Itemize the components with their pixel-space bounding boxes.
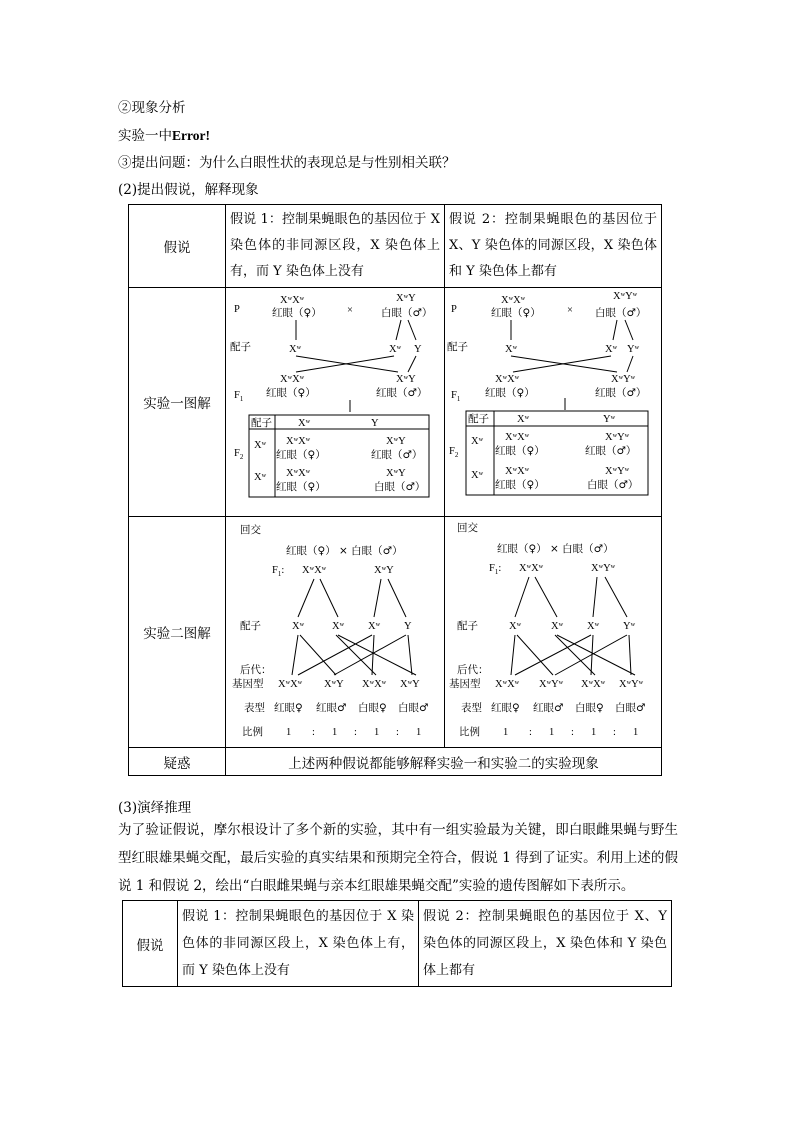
- f1-male-phenotype: 红眼（♂）: [595, 387, 647, 399]
- row-label-exp1: 实验一图解: [129, 288, 226, 517]
- cell-21-pheno: 红眼（♀）: [276, 481, 326, 493]
- p-male-phenotype: 白眼（♂）: [595, 307, 647, 319]
- punnett-row1: Xʷ: [471, 436, 484, 447]
- gamete-male-x: Xʷ: [389, 344, 402, 355]
- punnett-col1: Xʷ: [517, 414, 530, 425]
- doubt-cell: 上述两种假说都能够解释实验一和实验二的实验现象: [226, 748, 662, 776]
- cell-21: XʷXʷ: [286, 468, 311, 479]
- error-text: Error!: [172, 128, 210, 143]
- gamete-1: Xʷ: [292, 621, 305, 632]
- row-label-exp2: 实验二图解: [129, 517, 226, 748]
- ratio-4: 1: [633, 727, 639, 738]
- gamete-3: Xʷ: [587, 621, 600, 632]
- cross-symbol: ×: [567, 305, 573, 316]
- label-offspring: 后代：: [240, 664, 272, 676]
- hypothesis-heading: (2)提出假说，解释现象: [118, 182, 259, 198]
- experiment-one-prefix: 实验一中: [118, 128, 172, 144]
- exp1-diagram-h2: [445, 288, 662, 517]
- punnett-col1: Xʷ: [298, 418, 311, 429]
- p-male-phenotype: 白眼（♂）: [381, 307, 433, 319]
- f1-female-genotype: XʷXʷ: [495, 374, 520, 385]
- ratio-4: 1: [416, 727, 422, 738]
- genotype-3: XʷXʷ: [581, 679, 606, 690]
- label-F1: $F_1$: [451, 390, 461, 403]
- t2-hypothesis-1: 假说 1：控制果蝇眼色的基因位于 X 染色体的非同源区段上，X 染色体上有，而 Y 染色体上没有: [178, 901, 419, 987]
- gamete-3: Xʷ: [368, 621, 381, 632]
- p-female-genotype: XʷXʷ: [280, 295, 305, 306]
- ratio-1: 1: [286, 727, 292, 738]
- cell-22-pheno: 白眼（♂）: [374, 481, 426, 493]
- hypothesis-2-cell: 假说 2：控制果蝇眼色的基因位于 X、Y 染色体的同源区段，X 染色体和 Y 染色体上都有: [445, 205, 662, 288]
- cell-22: XʷY: [386, 468, 406, 479]
- gamete-female: Xʷ: [505, 344, 518, 355]
- cell-12-pheno: 红眼（♂）: [371, 449, 423, 461]
- cell-11: XʷXʷ: [505, 432, 530, 443]
- svg-text::: :: [396, 727, 399, 738]
- punnett-col2: Yʷ: [603, 414, 616, 425]
- pheno-3: 白眼♀: [358, 702, 387, 714]
- f1-male-genotype: XʷY: [396, 374, 416, 385]
- label-gamete: 配子: [457, 620, 478, 632]
- hypothesis-table-2: [122, 900, 672, 987]
- t2-label: 假说: [123, 901, 178, 987]
- svg-text::: :: [571, 727, 574, 738]
- ratio-3: 1: [374, 727, 380, 738]
- gamete-male-y: Y: [414, 344, 422, 355]
- cell-22-pheno: 白眼（♂）: [587, 479, 639, 491]
- f1-female-phenotype: 红眼（♀）: [266, 387, 316, 399]
- p-female-phenotype: 红眼（♀）: [272, 307, 322, 319]
- p-male-genotype: XʷY: [396, 293, 416, 304]
- gamete-2: Xʷ: [332, 621, 345, 632]
- cell-11-pheno: 红眼（♀）: [495, 445, 545, 457]
- genotype-1: XʷXʷ: [278, 679, 303, 690]
- cell-12: XʷYʷ: [605, 432, 630, 443]
- pheno-4: 白眼♂: [615, 702, 646, 714]
- cell-12-pheno: 红眼（♂）: [585, 445, 637, 457]
- label-ratio: 比例: [459, 726, 480, 738]
- pheno-2: 红眼♂: [316, 702, 347, 714]
- label-gamete: 配子: [240, 620, 261, 632]
- label-F2: $F_2$: [234, 448, 244, 461]
- pheno-4: 白眼♂: [398, 702, 429, 714]
- gamete-male-y: Yʷ: [627, 344, 640, 355]
- cell-21-pheno: 红眼（♀）: [495, 479, 545, 491]
- gamete-2: Xʷ: [551, 621, 564, 632]
- punnett-head: 配子: [251, 417, 272, 429]
- pheno-2: 红眼♂: [533, 702, 564, 714]
- f1-male-genotype: XʷYʷ: [611, 374, 636, 385]
- gamete-1: Xʷ: [509, 621, 522, 632]
- cross-symbol: ×: [347, 305, 353, 316]
- label-F1: $F_1$:: [489, 563, 502, 576]
- f1-female: XʷXʷ: [519, 563, 544, 574]
- label-ratio: 比例: [242, 726, 263, 738]
- pheno-3: 白眼♀: [575, 702, 604, 714]
- label-P: P: [234, 304, 240, 315]
- cross-line-3: [408, 356, 416, 372]
- p-female-phenotype: 红眼（♀）: [491, 307, 541, 319]
- svg-text::: :: [529, 727, 532, 738]
- p-female-genotype: XʷXʷ: [501, 295, 526, 306]
- row-label-doubt: 疑惑: [129, 748, 226, 776]
- pheno-1: 红眼♀: [491, 702, 520, 714]
- hypothesis-table: [128, 204, 662, 776]
- gamete-4: Y: [404, 621, 412, 632]
- exp1-svg-left: [226, 288, 444, 512]
- genotype-4: XʷY: [400, 679, 420, 690]
- f1-male-phenotype: 红眼（♂）: [376, 387, 428, 399]
- row-label-hypothesis: 假说: [129, 205, 226, 288]
- punnett-col2: Y: [371, 418, 379, 429]
- heading-phenomenon-analysis: ②现象分析: [118, 100, 186, 116]
- label-phenotype: 表型: [461, 702, 482, 714]
- section3-heading: (3)演绎推理: [118, 800, 192, 816]
- genotype-1: XʷXʷ: [495, 679, 520, 690]
- svg-text::: :: [613, 727, 616, 738]
- parents-phenotypes: 红眼（♀） × 白眼（♂）: [286, 545, 403, 557]
- ratio-2: 1: [332, 727, 338, 738]
- f1-female-phenotype: 红眼（♀）: [485, 387, 535, 399]
- exp2-svg-left: [226, 517, 444, 743]
- label-phenotype: 表型: [244, 702, 265, 714]
- punnett-row2: Xʷ: [254, 472, 267, 483]
- pheno-1: 红眼♀: [274, 702, 303, 714]
- genotype-2: XʷYʷ: [539, 679, 564, 690]
- gamete-male-x: Xʷ: [605, 344, 618, 355]
- t2-hypothesis-2: 假说 2：控制果蝇眼色的基因位于 X、Y 染色体的同源区段上，X 染色体和 Y 染色体上都有: [419, 901, 672, 987]
- gamete-4: Yʷ: [623, 621, 636, 632]
- exp2-diagram-h1: [226, 517, 445, 748]
- exp1-svg-right: [445, 288, 661, 512]
- genotype-3: XʷXʷ: [362, 679, 387, 690]
- label-genotype: 基因型: [449, 678, 481, 690]
- ratio-3: 1: [591, 727, 597, 738]
- p-male-genotype: XʷYʷ: [613, 291, 638, 302]
- label-F1: $F_1$: [234, 390, 244, 403]
- hypothesis-1-cell: 假说 1：控制果蝇眼色的基因位于 X 染色体的非同源区段，X 染色体上有，而 Y 染色体上没有: [226, 205, 445, 288]
- exp2-svg-right: [445, 517, 661, 743]
- question-line: ③提出问题：为什么白眼性状的表现总是与性别相关联？: [118, 155, 456, 171]
- label-P: P: [451, 304, 457, 315]
- ratio-1: 1: [503, 727, 509, 738]
- punnett-row1: Xʷ: [254, 440, 267, 451]
- svg-text::: :: [312, 727, 315, 738]
- label-genotype: 基因型: [232, 678, 264, 690]
- f1-female-genotype: XʷXʷ: [280, 374, 305, 385]
- cell-11: XʷXʷ: [286, 436, 311, 447]
- genotype-4: XʷYʷ: [619, 679, 644, 690]
- label-gamete: 配子: [447, 341, 468, 353]
- gamete-female: Xʷ: [289, 344, 302, 355]
- cell-12: XʷY: [386, 436, 406, 447]
- ratio-2: 1: [549, 727, 555, 738]
- cell-11-pheno: 红眼（♀）: [276, 449, 326, 461]
- exp2-diagram-h2: [445, 517, 662, 748]
- punnett-head: 配子: [468, 413, 489, 425]
- label-F1: $F_1$:: [272, 565, 285, 578]
- label-backcross: 回交: [457, 522, 478, 534]
- label-offspring: 后代：: [457, 664, 489, 676]
- genotype-2: XʷY: [324, 679, 344, 690]
- label-F2: $F_2$: [449, 446, 459, 459]
- arrow-male-gamete2: [408, 320, 416, 340]
- exp1-diagram-h1: [226, 288, 445, 517]
- section3-paragraph: 为了验证假说，摩尔根设计了多个新的实验，其中有一组实验最为关键，即白眼雌果蝇与野生型红眼雄果蝇交配，最后实验的真实结果和预期完全符合，假说 1 得到了证实。利用上述的假说 1 和假说 2，绘出“白眼雌果蝇与亲本红眼雄果蝇交配”实验的遗传图解如下表所示。: [118, 822, 678, 894]
- f1-male: XʷY: [374, 565, 394, 576]
- experiment-one-line: [118, 124, 210, 144]
- arrow-male-gamete1: [396, 320, 401, 340]
- punnett-row2: Xʷ: [471, 470, 484, 481]
- cell-21: XʷXʷ: [505, 466, 530, 477]
- f1-female: XʷXʷ: [302, 565, 327, 576]
- label-backcross: 回交: [240, 524, 261, 536]
- label-gamete: 配子: [230, 341, 251, 353]
- f1-male: XʷYʷ: [591, 563, 616, 574]
- cell-22: XʷYʷ: [605, 466, 630, 477]
- parents-phenotypes: 红眼（♀） × 白眼（♂）: [497, 543, 614, 555]
- svg-text::: :: [354, 727, 357, 738]
